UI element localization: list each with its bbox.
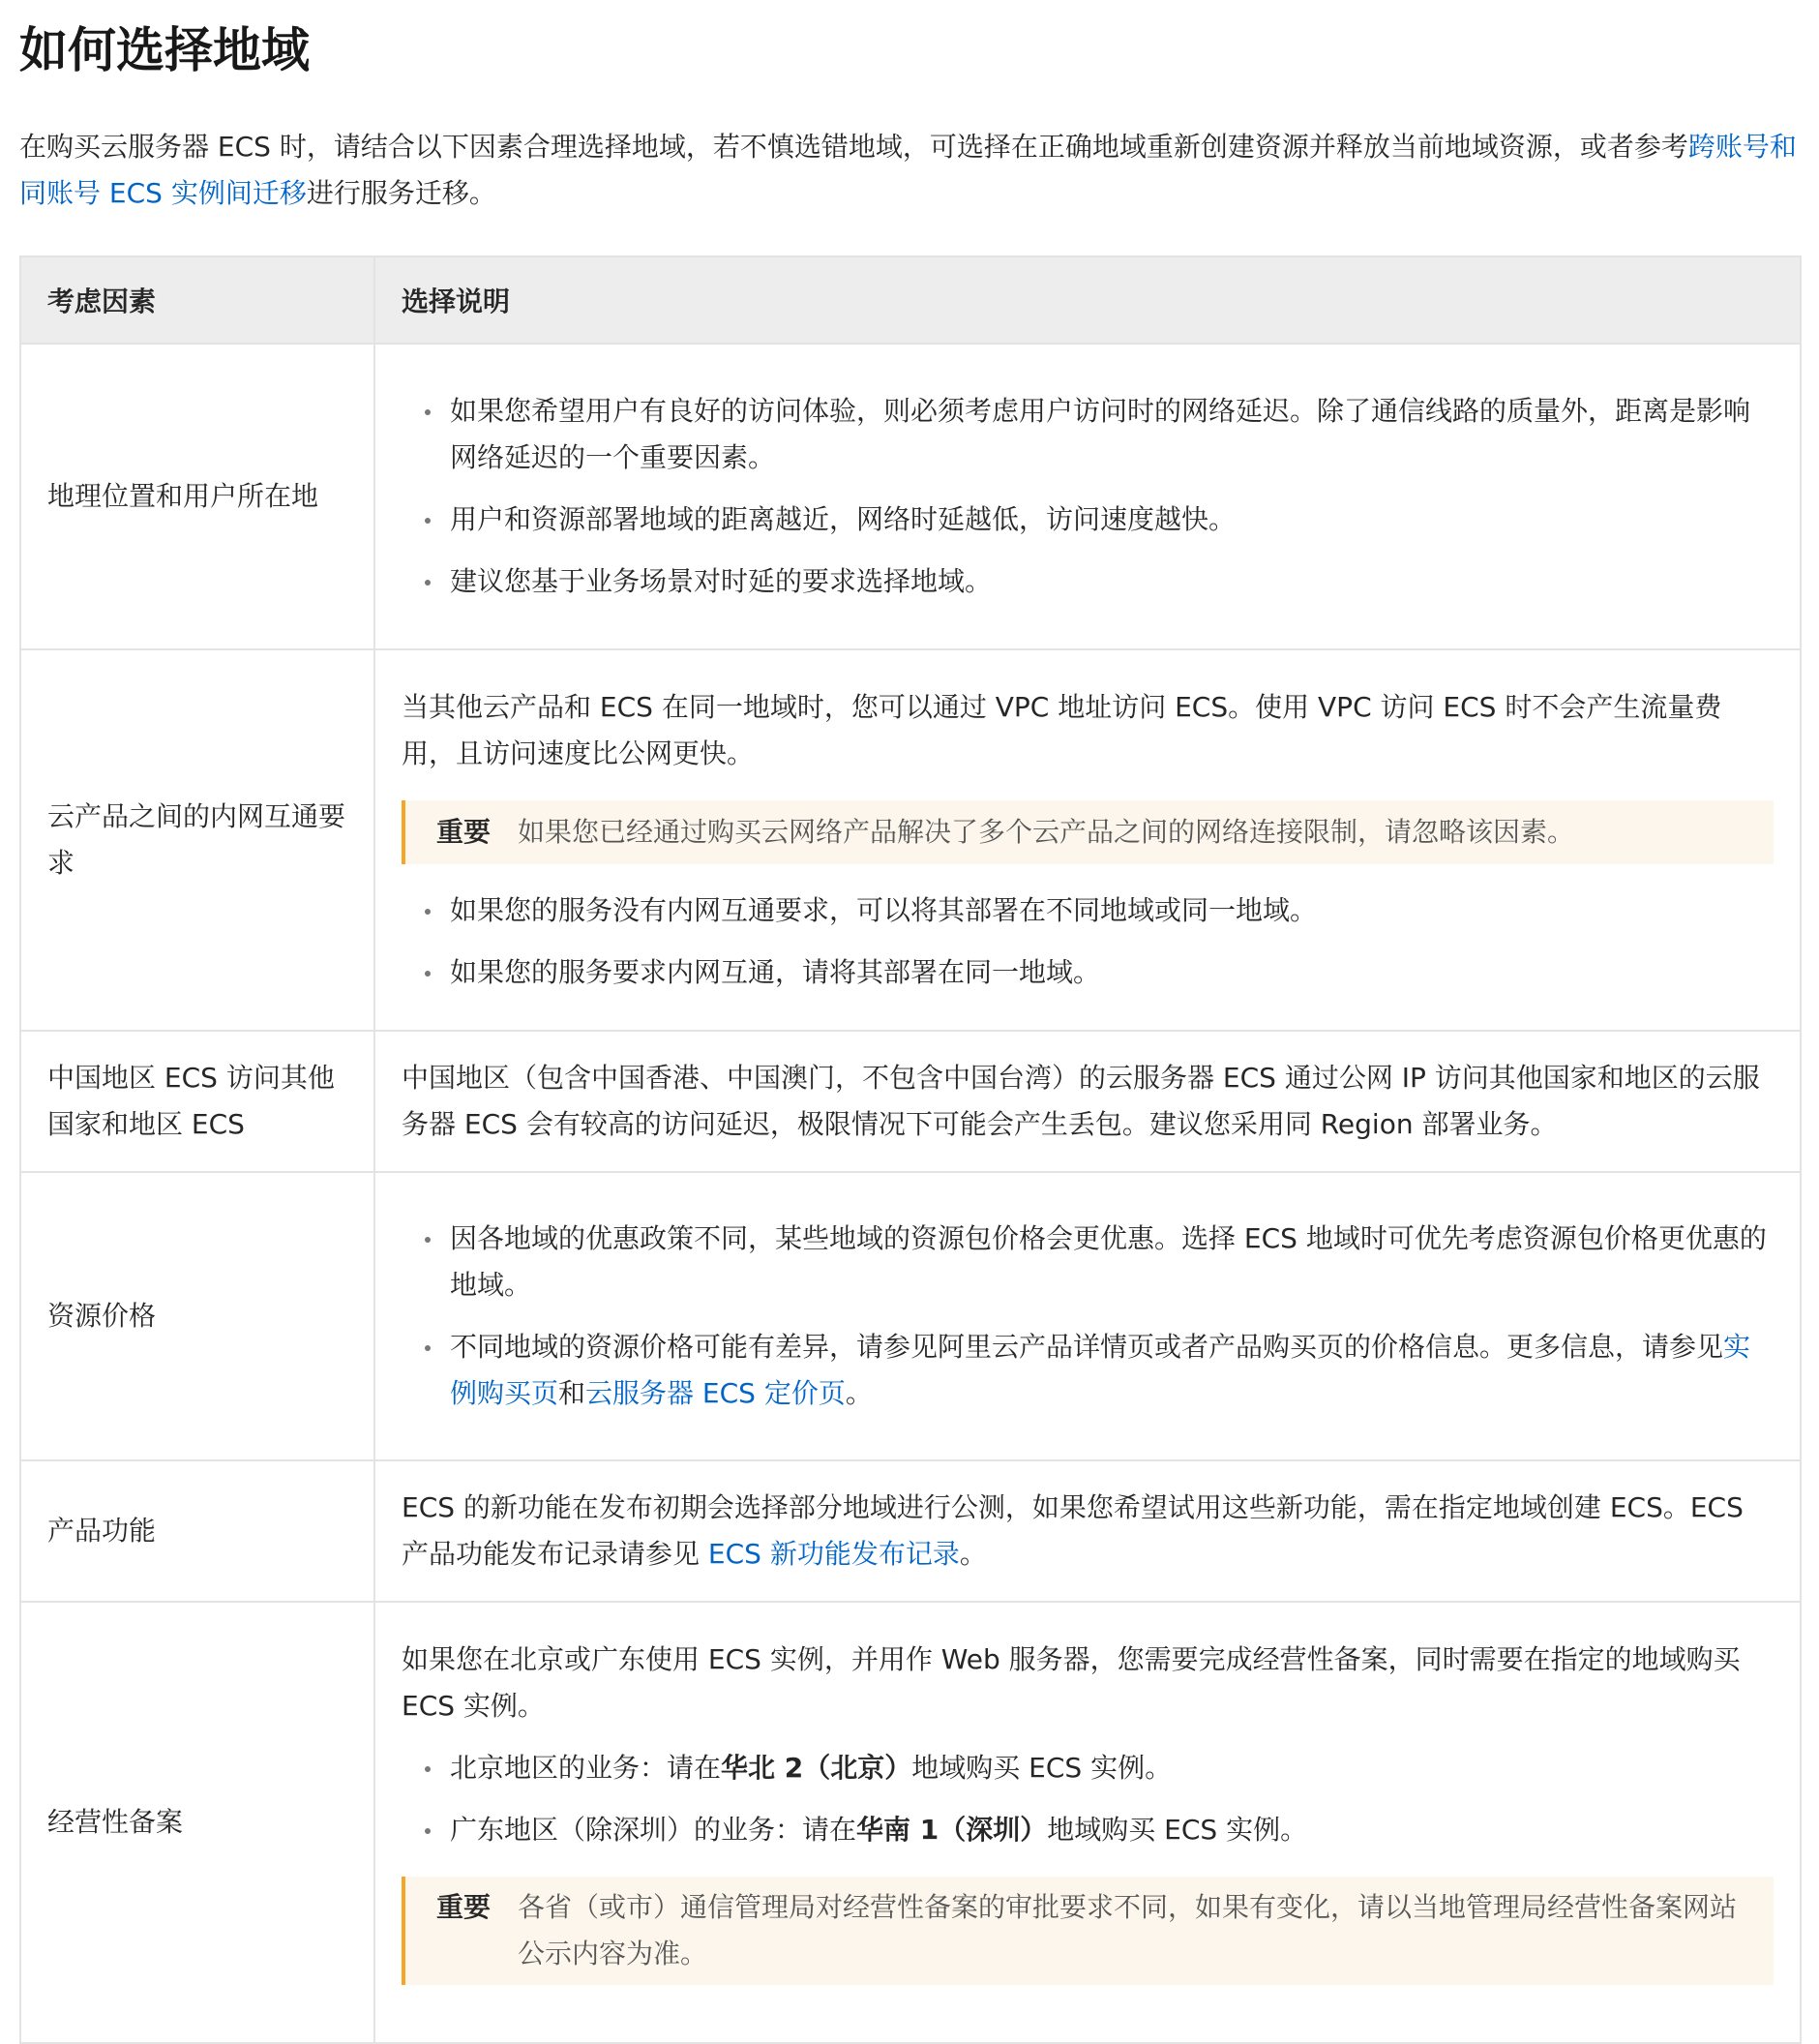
bullet-list <box>402 388 1774 605</box>
intro-text-end: 进行服务迁移。 <box>306 177 496 209</box>
bullet-list <box>402 1216 1774 1417</box>
list-item-text: 如果您的服务没有内网互通要求，可以将其部署在不同地域或同一地域。 <box>450 894 1318 926</box>
factor-cell: 地理位置和用户所在地 <box>20 344 374 649</box>
cell-paragraph: 如果您在北京或广东使用 ECS 实例，并用作 Web 服务器，您需要完成经营性备案，同时需要在指定的地域购买 ECS 实例。 <box>402 1643 1741 1722</box>
bullet-list <box>402 887 1774 996</box>
factor-cell: 经营性备案 <box>20 1602 374 2043</box>
list-item-text: 不同地域的资源价格可能有差异，请参见阿里云产品详情页或者产品购买页的价格信息。更多信息，请参见 <box>450 1331 1724 1363</box>
cell-paragraph: 中国地区（包含中国香港、中国澳门，不包含中国台湾）的云服务器 ECS 通过公网 IP 访问其他国家和地区的云服务器 ECS 会有较高的访问延迟，极限情况下可能会产生丢包。建议您采用同 Region 部署业务。 <box>402 1062 1760 1140</box>
list-item <box>402 496 1774 543</box>
release-notes-link[interactable]: ECS 新功能发布记录 <box>707 1538 960 1570</box>
list-item <box>402 1745 1774 1791</box>
table-row <box>20 1172 1801 1460</box>
note-text: 如果您已经通过购买云网络产品解决了多个云产品之间的网络连接限制，请忽略该因素。 <box>518 816 1575 848</box>
table-row <box>20 344 1801 649</box>
list-item-text: 广东地区（除深圳）的业务：请在 <box>450 1814 857 1846</box>
bullet-dot <box>425 580 431 586</box>
list-item-text-end: 。 <box>845 1377 873 1409</box>
factor-cell: 中国地区 ECS 访问其他国家和地区 ECS <box>20 1031 374 1172</box>
description-cell <box>374 1172 1801 1460</box>
list-item <box>402 558 1774 605</box>
ecs-pricing-link[interactable]: 云服务器 ECS 定价页 <box>585 1377 846 1409</box>
cell-paragraph <box>402 1485 1774 1578</box>
note-text: 各省（或市）通信管理局对经营性备案的审批要求不同，如果有变化，请以当地管理局经营性备案网站公示内容为准。 <box>518 1891 1738 1969</box>
header-description: 选择说明 <box>374 256 1801 344</box>
bullet-dot <box>425 1237 431 1243</box>
list-item <box>402 887 1774 934</box>
cell-text-end: 。 <box>959 1538 987 1570</box>
list-item-text: 用户和资源部署地域的距离越近，网络时延越低，访问速度越快。 <box>450 503 1237 535</box>
list-item-text-end: 地域购买 ECS 实例。 <box>1047 1814 1308 1846</box>
description-cell <box>374 1602 1801 2043</box>
list-item-text-mid: 和 <box>558 1377 586 1409</box>
table-row <box>20 1602 1801 2043</box>
description-cell <box>374 1031 1801 1172</box>
intro-paragraph <box>19 124 1800 217</box>
bullet-dot <box>425 518 431 524</box>
factor-cell: 资源价格 <box>20 1172 374 1460</box>
region-name: 华南 1（深圳） <box>856 1814 1048 1846</box>
list-item <box>402 1324 1774 1417</box>
region-name: 华北 2（北京） <box>721 1752 912 1784</box>
list-item <box>402 949 1774 996</box>
note-label: 重要 <box>436 1891 492 1923</box>
table-header-row <box>20 256 1801 344</box>
list-item-text: 北京地区的业务：请在 <box>450 1752 722 1784</box>
instance-purchase-link[interactable]: 实例购买页 <box>450 1331 1751 1409</box>
list-item <box>402 388 1774 481</box>
bullet-dot <box>425 1345 431 1351</box>
bullet-dot <box>425 1828 431 1834</box>
intro-text: 在购买云服务器 ECS 时，请结合以下因素合理选择地域，若不慎选错地域，可选择在正确地域重新创建资源并释放当前地域资源，或者参考 <box>19 131 1688 163</box>
list-item <box>402 1216 1774 1308</box>
description-cell <box>374 1460 1801 1602</box>
region-factors-table <box>19 256 1802 2044</box>
bullet-list <box>402 1745 1774 1853</box>
bullet-dot <box>425 1766 431 1772</box>
cell-paragraph: 当其他云产品和 ECS 在同一地域时，您可以通过 VPC 地址访问 ECS。使用 VPC 访问 ECS 时不会产生流量费用，且访问速度比公网更快。 <box>402 691 1722 769</box>
description-cell <box>374 344 1801 649</box>
important-note <box>402 800 1774 864</box>
factor-cell: 产品功能 <box>20 1460 374 1602</box>
factor-cell: 云产品之间的内网互通要求 <box>20 649 374 1031</box>
list-item <box>402 1807 1774 1853</box>
important-note <box>402 1877 1774 1985</box>
list-item-text-end: 地域购买 ECS 实例。 <box>911 1752 1173 1784</box>
table-row <box>20 1460 1801 1602</box>
cell-text: ECS 的新功能在发布初期会选择部分地域进行公测，如果您希望试用这些新功能，需在指定地域创建 ECS。ECS 产品功能发布记录请参见 <box>402 1491 1744 1570</box>
migration-link[interactable]: 跨账号和同账号 ECS 实例间迁移 <box>19 131 1797 209</box>
list-item-text: 因各地域的优惠政策不同，某些地域的资源包价格会更优惠。选择 ECS 地域时可优先考虑资源包价格更优惠的地域。 <box>450 1222 1767 1301</box>
page-title: 如何选择地域 <box>19 22 310 78</box>
list-item-text: 建议您基于业务场景对时延的要求选择地域。 <box>450 565 993 597</box>
table-row <box>20 1031 1801 1172</box>
table-row <box>20 649 1801 1031</box>
note-label: 重要 <box>436 816 492 848</box>
bullet-dot <box>425 909 431 915</box>
bullet-dot <box>425 409 431 415</box>
list-item-text: 如果您的服务要求内网互通，请将其部署在同一地域。 <box>450 956 1101 988</box>
header-factor: 考虑因素 <box>20 256 374 344</box>
description-cell <box>374 649 1801 1031</box>
list-item-text: 如果您希望用户有良好的访问体验，则必须考虑用户访问时的网络延迟。除了通信线路的质量外，距离是影响网络延迟的一个重要因素。 <box>450 395 1751 473</box>
bullet-dot <box>425 971 431 977</box>
